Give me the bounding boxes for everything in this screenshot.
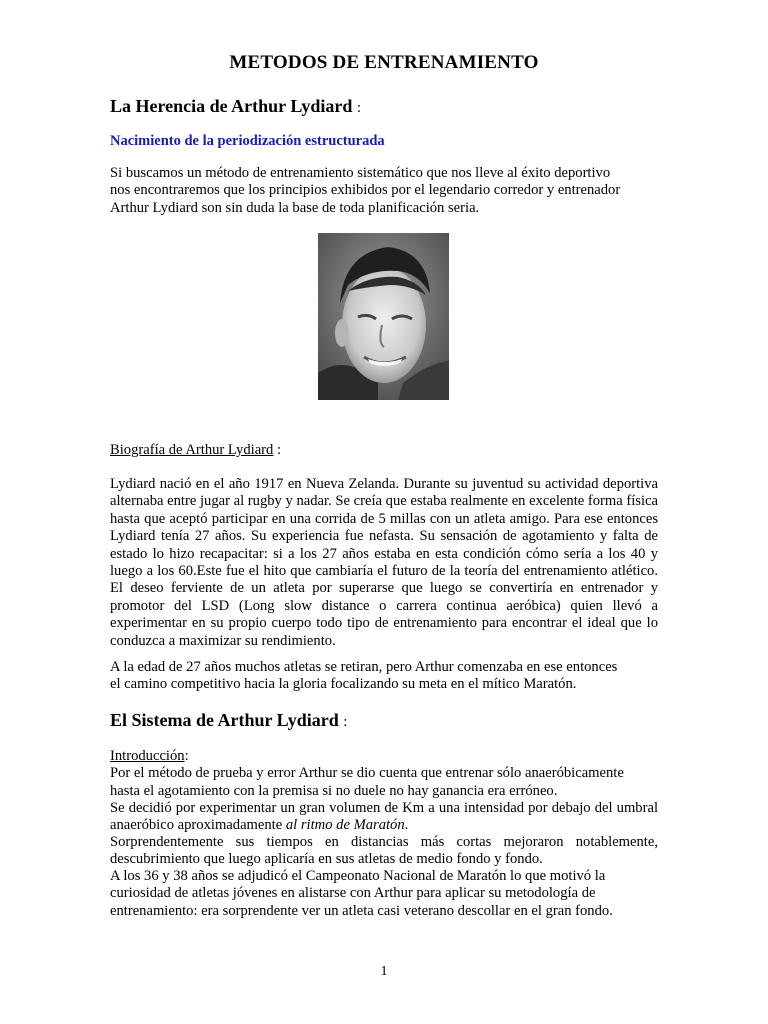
championship-paragraph [110,868,658,920]
introduction-block [110,748,658,800]
page-number: 1 [380,964,388,979]
volume-text-end: . [404,817,409,834]
heading-colon: : [343,714,348,730]
section-heading-sistema [110,710,347,731]
biography-paragraph-2 [110,659,658,694]
intro-line: nos encontraremos que los principios exhibidos por el legendario corredor y entrenador [110,182,621,199]
biography-label-line [110,442,658,459]
heading-colon: : [356,100,362,116]
section-heading-text: El Sistema de Arthur Lydiard [110,710,339,730]
volume-text [110,800,658,835]
biography-line: A la edad de 27 años muchos atletas se retiran, pero Arthur comenzaba en ese entonces [110,659,618,675]
championship-line: curiosidad de atletas jóvenes en alistarse con Arthur para aplicar su metodología de [110,885,596,902]
portrait-photo-icon [318,233,449,400]
volume-text-italic: al ritmo de Maratón [285,817,405,834]
biography-line: el camino competitivo hacia la gloria focalizando su meta en el mítico Maratón. [110,676,577,693]
section-heading-text: La Herencia de Arthur Lydiard [110,96,353,116]
biography-text: Lydiard nació en el año 1917 en Nueva Zelanda. Durante su juventud su actividad deportiva alternaba entre jugar al rugby y nadar. Se creía que estaba realmente en excelente forma física hasta que aceptó participar en una corrida de 5 millas con un atleta amigo. Para ese entonces Lydiard tenía 27 años. Su experiencia fue nefasta. Su sensación de agotamiento y falta de estado lo hizo recapacitar: si a los 27 años estaba en esta condición cómo sería a los 40 y luego a los 60.Este fue el hito que cambiaría el futuro de la teoría del entrenamiento atlético. El deseo ferviente de un atleta por superarse que luego se convertiría en entrenador y promotor del LSD (Long slow distance o carrera continua aeróbica) quien llevó a experimentar en su propio cuerpo todo tipo de entrenamiento para encontrar el ideal que lo conduzca a maximizar su rendimiento. [110,476,658,649]
document-title: METODOS DE ENTRENAMIENTO [229,52,539,73]
intro-paragraph [110,165,658,217]
championship-line: A los 36 y 38 años se adjudicó el Campeonato Nacional de Maratón lo que motivó la [110,868,606,884]
results-text: Sorprendentemente sus tiempos en distancias más cortas mejoraron notablemente, descubrimiento que luego aplicaría en sus atletas de medio fondo y fondo. [110,834,658,868]
introduction-label: Introducción [110,748,185,764]
intro-line: Si buscamos un método de entrenamiento sistemático que nos lleve al éxito deportivo [110,165,611,181]
volume-text-main: Se decidió por experimentar un gran volumen de Km a una intensidad por debajo del umbral anaeróbico aproximadamente [110,800,658,834]
championship-line: entrenamiento: era sorprendente ver un atleta casi veterano descollar en el gran fondo. [110,902,613,919]
biography-label: Biografía de Arthur Lydiard [110,442,274,458]
volume-paragraph [110,800,658,835]
results-paragraph [110,834,658,869]
introduction-colon: : [184,748,189,764]
arthur-lydiard-portrait [318,233,449,400]
section-heading-herencia [110,96,361,117]
intro-line: hasta el agotamiento con la premisa si no duele no hay ganancia era erróneo. [110,782,558,799]
subheading-periodizacion: Nacimiento de la periodización estructurada [110,133,385,149]
biography-colon: : [273,442,282,458]
introduction-label-line [110,748,658,765]
intro-line: Por el método de prueba y error Arthur se dio cuenta que entrenar sólo anaeróbicamente [110,765,624,782]
intro-line: Arthur Lydiard son sin duda la base de toda planificación seria. [110,199,480,216]
biography-paragraph [110,476,658,650]
